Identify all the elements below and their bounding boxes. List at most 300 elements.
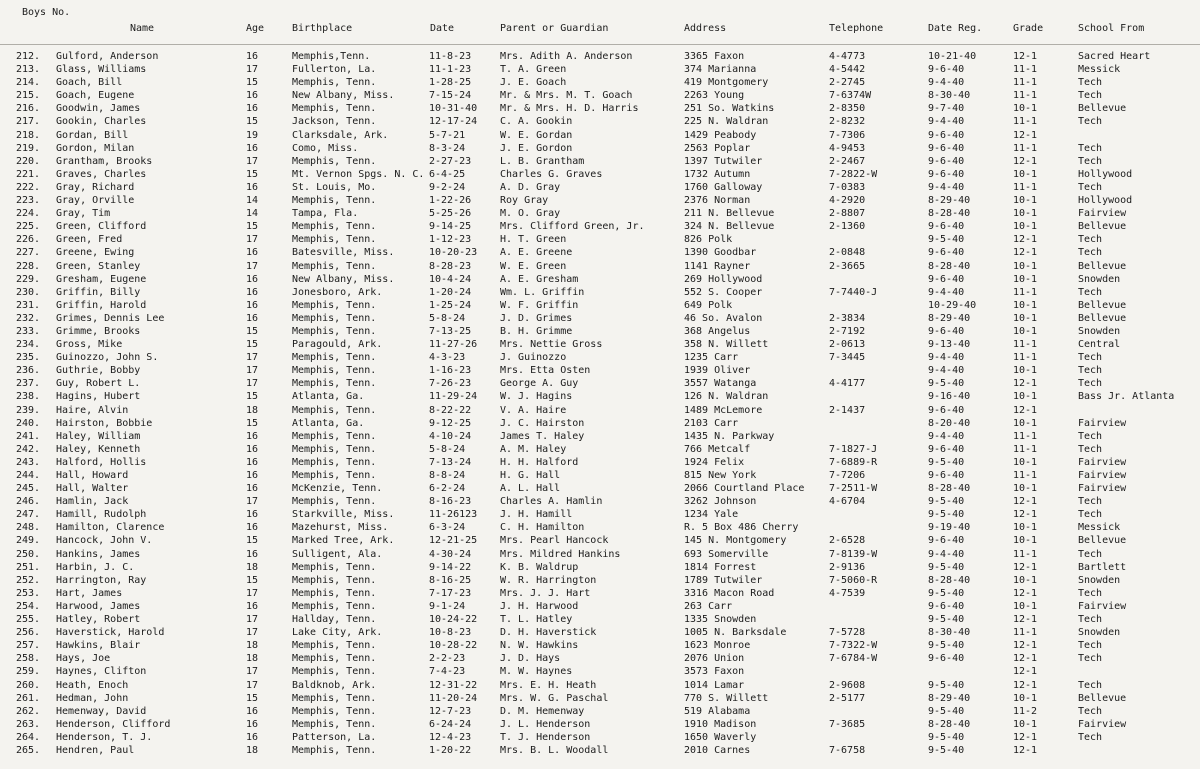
date-registered-cell: 9-6-40 bbox=[928, 470, 965, 481]
date-registered-cell: 10-21-40 bbox=[928, 51, 977, 62]
header-school-from: School From bbox=[1078, 23, 1145, 34]
grade-cell: 11-1 bbox=[1013, 90, 1038, 102]
age-cell: 16 bbox=[246, 443, 259, 455]
grade-cell: 12-1 bbox=[1013, 234, 1038, 246]
telephone-cell: 2-2745 bbox=[829, 77, 866, 89]
birth-date-cell: 2-2-23 bbox=[429, 653, 466, 665]
birthplace-cell: Memphis, Tenn. bbox=[292, 496, 377, 508]
telephone-cell: 7-7306 bbox=[829, 129, 866, 141]
birthplace-cell: Baldknob, Ark. bbox=[292, 679, 377, 691]
school-from-cell: Tech bbox=[1078, 155, 1103, 167]
student-name-cell: Harwood, James bbox=[56, 600, 141, 612]
student-name-cell: Gulford, Anderson bbox=[56, 51, 159, 62]
row-number-cell: 233. bbox=[16, 325, 41, 337]
telephone-cell: 4-7539 bbox=[829, 587, 866, 599]
birth-date-cell: 7-26-23 bbox=[429, 378, 472, 390]
date-registered-cell: 9-6-40 bbox=[928, 64, 965, 76]
grade-cell: 10-1 bbox=[1013, 221, 1038, 233]
address-cell: 1005 N. Barksdale bbox=[684, 627, 787, 639]
telephone-cell: 7-6889-R bbox=[829, 456, 878, 468]
address-cell: 2263 Young bbox=[684, 90, 745, 102]
address-cell: 1732 Autumn bbox=[684, 168, 751, 180]
birthplace-cell: Paragould, Ark. bbox=[292, 339, 383, 351]
date-registered-cell: 9-5-40 bbox=[928, 614, 965, 626]
address-cell: 1235 Carr bbox=[684, 352, 739, 364]
date-registered-cell: 9-4-40 bbox=[928, 352, 965, 364]
age-cell: 16 bbox=[246, 705, 259, 717]
grade-cell: 10-1 bbox=[1013, 365, 1038, 377]
grade-cell: 11-1 bbox=[1013, 286, 1038, 298]
school-from-cell: Messick bbox=[1078, 522, 1121, 534]
age-cell: 17 bbox=[246, 155, 259, 167]
address-cell: 269 Hollywood bbox=[684, 273, 763, 285]
student-name-cell: Hagins, Hubert bbox=[56, 391, 141, 403]
birthplace-cell: Memphis, Tenn. bbox=[292, 195, 377, 207]
birth-date-cell: 9-14-25 bbox=[429, 221, 472, 233]
telephone-cell: 7-5060-R bbox=[829, 574, 878, 586]
birthplace-cell: Memphis, Tenn. bbox=[292, 456, 377, 468]
row-number-cell: 241. bbox=[16, 430, 41, 442]
table-row bbox=[0, 246, 1200, 259]
parent-guardian-cell: J. D. Grimes bbox=[500, 312, 573, 324]
row-number-cell: 264. bbox=[16, 731, 41, 743]
telephone-cell: 7-2511-W bbox=[829, 483, 878, 495]
table-row bbox=[0, 652, 1200, 665]
telephone-cell: 2-6528 bbox=[829, 535, 866, 547]
school-from-cell: Snowden bbox=[1078, 627, 1121, 639]
school-from-cell: Tech bbox=[1078, 587, 1103, 599]
parent-guardian-cell: H. H. Halford bbox=[500, 456, 579, 468]
student-name-cell: Hatley, Robert bbox=[56, 614, 141, 626]
birth-date-cell: 10-4-24 bbox=[429, 273, 472, 285]
address-cell: 1435 N. Parkway bbox=[684, 430, 775, 442]
student-name-cell: Gray, Tim bbox=[56, 208, 111, 220]
birth-date-cell: 1-12-23 bbox=[429, 234, 472, 246]
parent-guardian-cell: Mrs. Adith A. Anderson bbox=[500, 51, 633, 62]
grade-cell: 12-1 bbox=[1013, 614, 1038, 626]
address-cell: 766 Metcalf bbox=[684, 443, 751, 455]
telephone-cell: 2-3834 bbox=[829, 312, 866, 324]
age-cell: 16 bbox=[246, 483, 259, 495]
school-from-cell: Bass Jr. Atlanta bbox=[1078, 391, 1175, 403]
grade-cell: 10-1 bbox=[1013, 391, 1038, 403]
parent-guardian-cell: W. E. Green bbox=[500, 260, 567, 272]
row-number-cell: 217. bbox=[16, 116, 41, 128]
telephone-cell: 4-9453 bbox=[829, 142, 866, 154]
school-from-cell: Fairview bbox=[1078, 600, 1127, 612]
header-address: Address bbox=[684, 23, 727, 34]
birthplace-cell: Memphis, Tenn. bbox=[292, 378, 377, 390]
grade-cell: 12-1 bbox=[1013, 247, 1038, 259]
table-row bbox=[0, 260, 1200, 273]
parent-guardian-cell: Mrs. Etta Osten bbox=[500, 365, 591, 377]
parent-guardian-cell: W. E. Gordan bbox=[500, 129, 573, 141]
table-row bbox=[0, 142, 1200, 155]
birth-date-cell: 9-2-24 bbox=[429, 181, 466, 193]
grade-cell: 12-1 bbox=[1013, 666, 1038, 678]
parent-guardian-cell: C. H. Hamilton bbox=[500, 522, 585, 534]
birth-date-cell: 11-26123 bbox=[429, 509, 478, 521]
row-number-cell: 231. bbox=[16, 299, 41, 311]
row-number-cell: 247. bbox=[16, 509, 41, 521]
row-number-cell: 229. bbox=[16, 273, 41, 285]
student-name-cell: Green, Stanley bbox=[56, 260, 141, 272]
row-number-cell: 223. bbox=[16, 195, 41, 207]
school-from-cell: Bellevue bbox=[1078, 221, 1127, 233]
telephone-cell: 2-0848 bbox=[829, 247, 866, 259]
grade-cell: 12-1 bbox=[1013, 129, 1038, 141]
date-registered-cell: 9-4-40 bbox=[928, 77, 965, 89]
date-registered-cell: 9-5-40 bbox=[928, 234, 965, 246]
student-name-cell: Haynes, Clifton bbox=[56, 666, 147, 678]
birthplace-cell: Memphis, Tenn. bbox=[292, 600, 377, 612]
date-registered-cell: 9-5-40 bbox=[928, 744, 965, 756]
grade-cell: 11-1 bbox=[1013, 64, 1038, 76]
grade-cell: 12-1 bbox=[1013, 653, 1038, 665]
telephone-cell: 7-1827-J bbox=[829, 443, 878, 455]
student-name-cell: Hawkins, Blair bbox=[56, 640, 141, 652]
column-header-row bbox=[0, 0, 1200, 45]
birth-date-cell: 8-8-24 bbox=[429, 470, 466, 481]
student-name-cell: Hancock, John V. bbox=[56, 535, 153, 547]
age-cell: 17 bbox=[246, 64, 259, 76]
age-cell: 17 bbox=[246, 666, 259, 678]
birth-date-cell: 4-30-24 bbox=[429, 548, 472, 560]
school-from-cell: Tech bbox=[1078, 614, 1103, 626]
birth-date-cell: 12-7-23 bbox=[429, 705, 472, 717]
table-row bbox=[0, 299, 1200, 312]
school-from-cell: Hollywood bbox=[1078, 195, 1133, 207]
student-name-cell: Hamlin, Jack bbox=[56, 496, 129, 508]
parent-guardian-cell: J. L. Henderson bbox=[500, 718, 591, 730]
date-registered-cell: 9-5-40 bbox=[928, 679, 965, 691]
parent-guardian-cell: M. W. Haynes bbox=[500, 666, 573, 678]
table-row bbox=[0, 312, 1200, 325]
age-cell: 17 bbox=[246, 627, 259, 639]
student-name-cell: Haley, Kenneth bbox=[56, 443, 141, 455]
school-from-cell: Fairview bbox=[1078, 208, 1127, 220]
grade-cell: 10-1 bbox=[1013, 535, 1038, 547]
telephone-cell: 2-9136 bbox=[829, 561, 866, 573]
grade-cell: 12-1 bbox=[1013, 640, 1038, 652]
age-cell: 14 bbox=[246, 208, 259, 220]
row-number-cell: 228. bbox=[16, 260, 41, 272]
birthplace-cell: Starkville, Miss. bbox=[292, 509, 395, 521]
school-from-cell: Hollywood bbox=[1078, 168, 1133, 180]
row-number-cell: 221. bbox=[16, 168, 41, 180]
table-row bbox=[0, 626, 1200, 639]
date-registered-cell: 8-29-40 bbox=[928, 195, 971, 207]
student-name-cell: Hamilton, Clarence bbox=[56, 522, 165, 534]
school-from-cell: Messick bbox=[1078, 64, 1121, 76]
age-cell: 17 bbox=[246, 614, 259, 626]
grade-cell: 10-1 bbox=[1013, 522, 1038, 534]
age-cell: 15 bbox=[246, 168, 259, 180]
table-row bbox=[0, 168, 1200, 181]
parent-guardian-cell: J. D. Hays bbox=[500, 653, 561, 665]
address-cell: 1910 Madison bbox=[684, 718, 757, 730]
date-registered-cell: 9-5-40 bbox=[928, 731, 965, 743]
date-registered-cell: 9-6-40 bbox=[928, 653, 965, 665]
grade-cell: 10-1 bbox=[1013, 312, 1038, 324]
student-name-cell: Glass, Williams bbox=[56, 64, 147, 76]
age-cell: 18 bbox=[246, 640, 259, 652]
row-number-cell: 224. bbox=[16, 208, 41, 220]
table-row bbox=[0, 731, 1200, 744]
birth-date-cell: 12-4-23 bbox=[429, 731, 472, 743]
student-name-cell: Green, Clifford bbox=[56, 221, 147, 233]
parent-guardian-cell: D. M. Hemenway bbox=[500, 705, 585, 717]
telephone-cell: 7-2822-W bbox=[829, 168, 878, 180]
table-row bbox=[0, 469, 1200, 482]
student-name-cell: Goach, Eugene bbox=[56, 90, 135, 102]
table-row bbox=[0, 587, 1200, 600]
school-from-cell: Tech bbox=[1078, 365, 1103, 377]
row-number-cell: 232. bbox=[16, 312, 41, 324]
age-cell: 14 bbox=[246, 195, 259, 207]
address-cell: 3573 Faxon bbox=[684, 666, 745, 678]
grade-cell: 12-1 bbox=[1013, 51, 1038, 62]
row-number-cell: 215. bbox=[16, 90, 41, 102]
birthplace-cell: Mazehurst, Miss. bbox=[292, 522, 389, 534]
age-cell: 17 bbox=[246, 234, 259, 246]
student-name-cell: Grantham, Brooks bbox=[56, 155, 153, 167]
age-cell: 19 bbox=[246, 129, 259, 141]
age-cell: 16 bbox=[246, 103, 259, 115]
school-from-cell: Tech bbox=[1078, 443, 1103, 455]
address-cell: 1141 Rayner bbox=[684, 260, 751, 272]
address-cell: 3316 Macon Road bbox=[684, 587, 775, 599]
address-cell: 1234 Yale bbox=[684, 509, 739, 521]
birthplace-cell: Jackson, Tenn. bbox=[292, 116, 377, 128]
age-cell: 15 bbox=[246, 692, 259, 704]
student-name-cell: Gray, Orville bbox=[56, 195, 135, 207]
school-from-cell: Tech bbox=[1078, 142, 1103, 154]
header-date: Date bbox=[430, 23, 455, 34]
school-from-cell: Tech bbox=[1078, 705, 1103, 717]
birth-date-cell: 11-8-23 bbox=[429, 51, 472, 62]
grade-cell: 12-1 bbox=[1013, 561, 1038, 573]
age-cell: 16 bbox=[246, 312, 259, 324]
student-name-cell: Haley, William bbox=[56, 430, 141, 442]
telephone-cell: 4-4177 bbox=[829, 378, 866, 390]
age-cell: 16 bbox=[246, 247, 259, 259]
address-cell: 649 Polk bbox=[684, 299, 733, 311]
birth-date-cell: 5-7-21 bbox=[429, 129, 466, 141]
birth-date-cell: 11-20-24 bbox=[429, 692, 478, 704]
birthplace-cell: Memphis, Tenn. bbox=[292, 653, 377, 665]
age-cell: 16 bbox=[246, 90, 259, 102]
address-cell: 2103 Carr bbox=[684, 417, 739, 429]
row-number-cell: 252. bbox=[16, 574, 41, 586]
row-number-cell: 261. bbox=[16, 692, 41, 704]
birthplace-cell: Atlanta, Ga. bbox=[292, 391, 365, 403]
parent-guardian-cell: Wm. L. Griffin bbox=[500, 286, 585, 298]
date-registered-cell: 8-28-40 bbox=[928, 208, 971, 220]
parent-guardian-cell: James T. Haley bbox=[500, 430, 585, 442]
table-row bbox=[0, 718, 1200, 731]
date-registered-cell: 9-5-40 bbox=[928, 587, 965, 599]
address-cell: 1789 Tutwiler bbox=[684, 574, 763, 586]
school-from-cell: Fairview bbox=[1078, 718, 1127, 730]
header-name: Name bbox=[130, 23, 155, 34]
table-row bbox=[0, 665, 1200, 678]
address-cell: 225 N. Waldran bbox=[684, 116, 769, 128]
parent-guardian-cell: W. R. Harrington bbox=[500, 574, 597, 586]
parent-guardian-cell: Mrs. Nettie Gross bbox=[500, 339, 603, 351]
table-row bbox=[0, 390, 1200, 403]
header-birthplace: Birthplace bbox=[292, 23, 353, 34]
birthplace-cell: Memphis, Tenn. bbox=[292, 718, 377, 730]
birth-date-cell: 8-16-25 bbox=[429, 574, 472, 586]
student-name-cell: Hairston, Bobbie bbox=[56, 417, 153, 429]
school-from-cell: Tech bbox=[1078, 352, 1103, 364]
parent-guardian-cell: N. W. Hawkins bbox=[500, 640, 579, 652]
table-row bbox=[0, 548, 1200, 561]
row-number-cell: 220. bbox=[16, 155, 41, 167]
table-row bbox=[0, 286, 1200, 299]
age-cell: 16 bbox=[246, 299, 259, 311]
telephone-cell: 7-6758 bbox=[829, 744, 866, 756]
table-row bbox=[0, 574, 1200, 587]
address-cell: 419 Montgomery bbox=[684, 77, 769, 89]
address-cell: 1429 Peabody bbox=[684, 129, 757, 141]
birthplace-cell: Memphis, Tenn. bbox=[292, 312, 377, 324]
telephone-cell: 2-1360 bbox=[829, 221, 866, 233]
birth-date-cell: 1-16-23 bbox=[429, 365, 472, 377]
address-cell: 1939 Oliver bbox=[684, 365, 751, 377]
table-row bbox=[0, 325, 1200, 338]
row-number-cell: 245. bbox=[16, 483, 41, 495]
telephone-cell: 7-6784-W bbox=[829, 653, 878, 665]
student-name-cell: Guy, Robert L. bbox=[56, 378, 141, 390]
address-cell: 826 Polk bbox=[684, 234, 733, 246]
grade-cell: 10-1 bbox=[1013, 103, 1038, 115]
telephone-cell: 2-8807 bbox=[829, 208, 866, 220]
table-row bbox=[0, 233, 1200, 246]
parent-guardian-cell: C. A. Gookin bbox=[500, 116, 573, 128]
grade-cell: 11-1 bbox=[1013, 443, 1038, 455]
row-number-cell: 256. bbox=[16, 627, 41, 639]
row-number-cell: 213. bbox=[16, 64, 41, 76]
birthplace-cell: Memphis, Tenn. bbox=[292, 325, 377, 337]
date-registered-cell: 9-6-40 bbox=[928, 404, 965, 416]
birthplace-cell: Memphis, Tenn. bbox=[292, 155, 377, 167]
birth-date-cell: 1-20-24 bbox=[429, 286, 472, 298]
table-row bbox=[0, 482, 1200, 495]
age-cell: 15 bbox=[246, 574, 259, 586]
row-number-cell: 244. bbox=[16, 470, 41, 481]
birthplace-cell: New Albany, Miss. bbox=[292, 90, 395, 102]
parent-guardian-cell: B. H. Grimme bbox=[500, 325, 573, 337]
parent-guardian-cell: T. L. Hatley bbox=[500, 614, 573, 626]
birth-date-cell: 6-3-24 bbox=[429, 522, 466, 534]
birthplace-cell: Memphis, Tenn. bbox=[292, 299, 377, 311]
student-name-cell: Guinozzo, John S. bbox=[56, 352, 159, 364]
birth-date-cell: 12-21-25 bbox=[429, 535, 478, 547]
age-cell: 16 bbox=[246, 142, 259, 154]
row-number-cell: 263. bbox=[16, 718, 41, 730]
birthplace-cell: Batesville, Miss. bbox=[292, 247, 395, 259]
birth-date-cell: 10-20-23 bbox=[429, 247, 478, 259]
birth-date-cell: 4-10-24 bbox=[429, 430, 472, 442]
table-row bbox=[0, 377, 1200, 390]
table-row bbox=[0, 508, 1200, 521]
grade-cell: 12-1 bbox=[1013, 496, 1038, 508]
address-cell: 1650 Waverly bbox=[684, 731, 757, 743]
telephone-cell: 7-0383 bbox=[829, 181, 866, 193]
birth-date-cell: 5-25-26 bbox=[429, 208, 472, 220]
row-number-cell: 234. bbox=[16, 339, 41, 351]
parent-guardian-cell: A. E. Gresham bbox=[500, 273, 579, 285]
row-number-cell: 262. bbox=[16, 705, 41, 717]
header-age: Age bbox=[246, 23, 265, 34]
birthplace-cell: Memphis, Tenn. bbox=[292, 692, 377, 704]
table-row bbox=[0, 705, 1200, 718]
birthplace-cell: Tampa, Fla. bbox=[292, 208, 359, 220]
date-registered-cell: 9-6-40 bbox=[928, 129, 965, 141]
row-number-cell: 255. bbox=[16, 614, 41, 626]
telephone-cell: 2-9608 bbox=[829, 679, 866, 691]
school-from-cell: Bellevue bbox=[1078, 312, 1127, 324]
age-cell: 15 bbox=[246, 535, 259, 547]
row-number-cell: 250. bbox=[16, 548, 41, 560]
age-cell: 16 bbox=[246, 731, 259, 743]
grade-cell: 10-1 bbox=[1013, 168, 1038, 180]
row-number-cell: 251. bbox=[16, 561, 41, 573]
birth-date-cell: 1-28-25 bbox=[429, 77, 472, 89]
table-row bbox=[0, 744, 1200, 757]
row-number-cell: 230. bbox=[16, 286, 41, 298]
grade-cell: 12-1 bbox=[1013, 731, 1038, 743]
parent-guardian-cell: George A. Guy bbox=[500, 378, 579, 390]
age-cell: 16 bbox=[246, 51, 259, 62]
table-row bbox=[0, 194, 1200, 207]
birthplace-cell: Memphis, Tenn. bbox=[292, 640, 377, 652]
date-registered-cell: 9-5-40 bbox=[928, 456, 965, 468]
parent-guardian-cell: J. H. Harwood bbox=[500, 600, 579, 612]
grade-cell: 11-1 bbox=[1013, 339, 1038, 351]
table-row bbox=[0, 561, 1200, 574]
birthplace-cell: Memphis, Tenn. bbox=[292, 470, 377, 481]
birth-date-cell: 7-13-25 bbox=[429, 325, 472, 337]
age-cell: 17 bbox=[246, 679, 259, 691]
address-cell: 368 Angelus bbox=[684, 325, 751, 337]
address-cell: 2076 Union bbox=[684, 653, 745, 665]
school-from-cell: Bellevue bbox=[1078, 535, 1127, 547]
birthplace-cell: Memphis, Tenn. bbox=[292, 430, 377, 442]
table-row bbox=[0, 679, 1200, 692]
parent-guardian-cell: Mrs. Mildred Hankins bbox=[500, 548, 621, 560]
age-cell: 15 bbox=[246, 325, 259, 337]
school-from-cell: Tech bbox=[1078, 181, 1103, 193]
address-cell: 815 New York bbox=[684, 470, 757, 481]
birthplace-cell: New Albany, Miss. bbox=[292, 273, 395, 285]
telephone-cell: 2-5177 bbox=[829, 692, 866, 704]
telephone-cell: 2-1437 bbox=[829, 404, 866, 416]
grade-cell: 12-1 bbox=[1013, 587, 1038, 599]
table-row bbox=[0, 495, 1200, 508]
address-cell: 1924 Felix bbox=[684, 456, 745, 468]
table-row bbox=[0, 155, 1200, 168]
birth-date-cell: 1-20-22 bbox=[429, 744, 472, 756]
grade-cell: 12-1 bbox=[1013, 509, 1038, 521]
school-from-cell: Bellevue bbox=[1078, 260, 1127, 272]
date-registered-cell: 9-6-40 bbox=[928, 247, 965, 259]
row-number-cell: 248. bbox=[16, 522, 41, 534]
address-cell: R. 5 Box 486 Cherry bbox=[684, 522, 799, 534]
date-registered-cell: 9-6-40 bbox=[928, 535, 965, 547]
